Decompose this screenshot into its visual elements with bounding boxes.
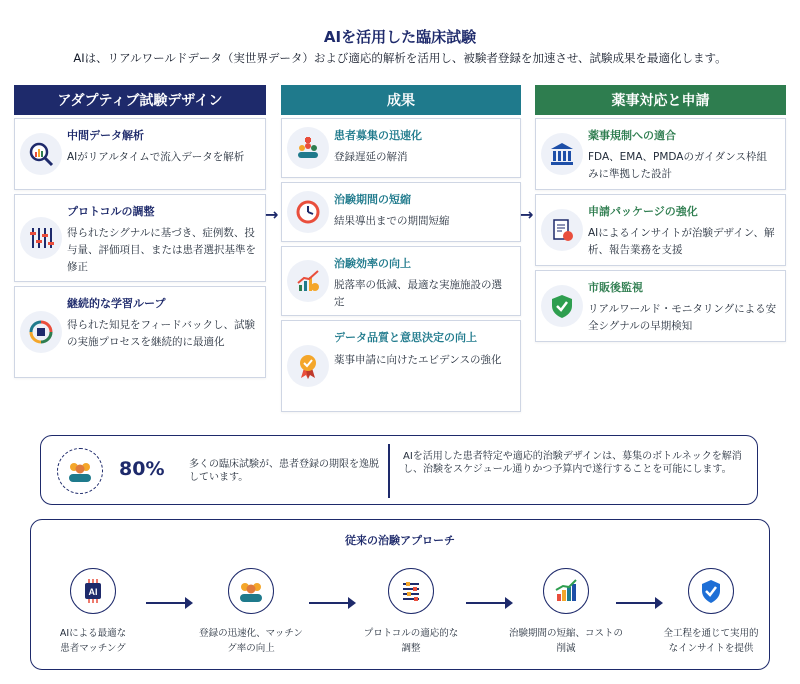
card-desc: リアルワールド・モニタリングによる安全シグナルの早期検知 bbox=[588, 303, 777, 332]
document-package-icon bbox=[541, 209, 583, 251]
card-desc: AIによるインサイトが治験デザイン、解析、報告業務を支援 bbox=[588, 227, 775, 256]
step-label: AIによる最適な患者マッチング bbox=[59, 628, 127, 654]
card-shorter-duration bbox=[281, 182, 521, 242]
magnifier-chart-icon bbox=[20, 133, 62, 175]
step-insights bbox=[651, 568, 771, 656]
step-label: 治験期間の短縮、コストの削減 bbox=[508, 628, 623, 654]
card-title: プロトコルの調整 bbox=[67, 205, 155, 218]
card-faster-recruitment bbox=[281, 118, 521, 178]
quality-badge-icon bbox=[287, 345, 329, 387]
divider bbox=[388, 444, 390, 498]
card-submission-package bbox=[535, 194, 786, 266]
flow-arrow bbox=[309, 602, 354, 604]
column-header: 薬事対応と申請 bbox=[535, 85, 786, 115]
patients-icon bbox=[287, 127, 329, 169]
card-efficiency bbox=[281, 246, 521, 316]
card-protocol-adjustment bbox=[14, 194, 266, 282]
card-title: 薬事規制への適合 bbox=[588, 129, 676, 142]
step-label: プロトコルの適応的な調整 bbox=[363, 628, 459, 654]
ai-chip-icon bbox=[70, 568, 116, 614]
card-title: データ品質と意思決定の向上 bbox=[334, 331, 477, 344]
step-label: 登録の迅速化、マッチング率の向上 bbox=[199, 628, 303, 654]
people-group-icon bbox=[228, 568, 274, 614]
patients-group-icon bbox=[57, 448, 103, 494]
card-desc: 結果導出までの期間短縮 bbox=[334, 215, 450, 227]
page-title: AIを活用した臨床試験 bbox=[323, 28, 477, 46]
flow-arrow bbox=[146, 602, 191, 604]
stat-text: 多くの臨床試験が、患者登録の期限を逸脱しています。 bbox=[189, 459, 379, 483]
traditional-approach-panel bbox=[30, 519, 770, 670]
arrow-right-icon: → bbox=[520, 205, 534, 224]
clock-icon bbox=[287, 191, 329, 233]
column-adaptive-design bbox=[14, 85, 266, 115]
step-label: 全工程を通じて実用的なインサイトを提供 bbox=[663, 628, 759, 654]
stat-value: 80% bbox=[119, 458, 165, 480]
card-title: 患者募集の迅速化 bbox=[334, 129, 422, 142]
flow-arrow bbox=[466, 602, 511, 604]
card-desc: AIがリアルタイムで流入データを解析 bbox=[67, 151, 245, 163]
card-desc: 得られた知見をフィードバックし、試験の実施プロセスを継続的に最適化 bbox=[67, 319, 255, 348]
bar-chart-icon bbox=[543, 568, 589, 614]
card-desc: FDA、EMA、PMDAのガイダンス枠組みに準拠した設計 bbox=[588, 151, 767, 180]
card-desc: 登録遅延の解消 bbox=[334, 151, 408, 163]
card-title: 治験効率の向上 bbox=[334, 257, 411, 270]
card-interim-analysis bbox=[14, 118, 266, 190]
growth-chart-icon bbox=[287, 260, 329, 302]
column-outcomes bbox=[281, 85, 521, 115]
page-subtitle: AIは、リアルワールドデータ（実世界データ）および適応的解析を活用し、被験者登録を加速させ、試験成果を最適化します。 bbox=[73, 51, 727, 65]
learning-loop-icon bbox=[20, 311, 62, 353]
stats-banner bbox=[40, 435, 758, 505]
step-enrollment bbox=[191, 568, 311, 656]
arrow-right-icon: → bbox=[265, 205, 279, 224]
svg-text:AI: AI bbox=[88, 587, 98, 597]
stat-note: AIを活用した患者特定や適応的治験デザインは、募集のボトルネックを解消し、治験をスケジュール通りかつ予算内で遂行することを可能にします。 bbox=[403, 451, 742, 475]
card-title: 申請パッケージの強化 bbox=[588, 205, 698, 218]
step-protocol bbox=[351, 568, 471, 656]
column-header: アダプティブ試験デザイン bbox=[14, 85, 266, 115]
card-continuous-learning bbox=[14, 286, 266, 378]
column-regulatory bbox=[535, 85, 786, 115]
card-data-quality bbox=[281, 320, 521, 412]
sliders-icon bbox=[20, 217, 62, 259]
card-regulatory-compliance bbox=[535, 118, 786, 190]
step-patient-matching bbox=[33, 568, 153, 656]
card-desc: 得られたシグナルに基づき、症例数、投与量、評価項目、または患者選択基準を修正 bbox=[67, 227, 256, 273]
card-title: 中間データ解析 bbox=[67, 129, 144, 142]
column-header: 成果 bbox=[281, 85, 521, 115]
regulatory-building-icon bbox=[541, 133, 583, 175]
insight-shield-icon bbox=[688, 568, 734, 614]
card-title: 市販後監視 bbox=[588, 281, 643, 294]
card-desc: 薬事申請に向けたエビデンスの強化 bbox=[334, 354, 502, 366]
card-title: 継続的な学習ループ bbox=[67, 297, 166, 310]
card-post-market bbox=[535, 270, 786, 342]
shield-check-icon bbox=[541, 285, 583, 327]
card-desc: 脱落率の低減、最適な実施施設の選定 bbox=[334, 279, 502, 308]
card-title: 治験期間の短縮 bbox=[334, 193, 411, 206]
section-title: 従来の治験アプローチ bbox=[345, 534, 455, 547]
step-cost-reduction bbox=[506, 568, 626, 656]
adjust-sliders-icon bbox=[388, 568, 434, 614]
